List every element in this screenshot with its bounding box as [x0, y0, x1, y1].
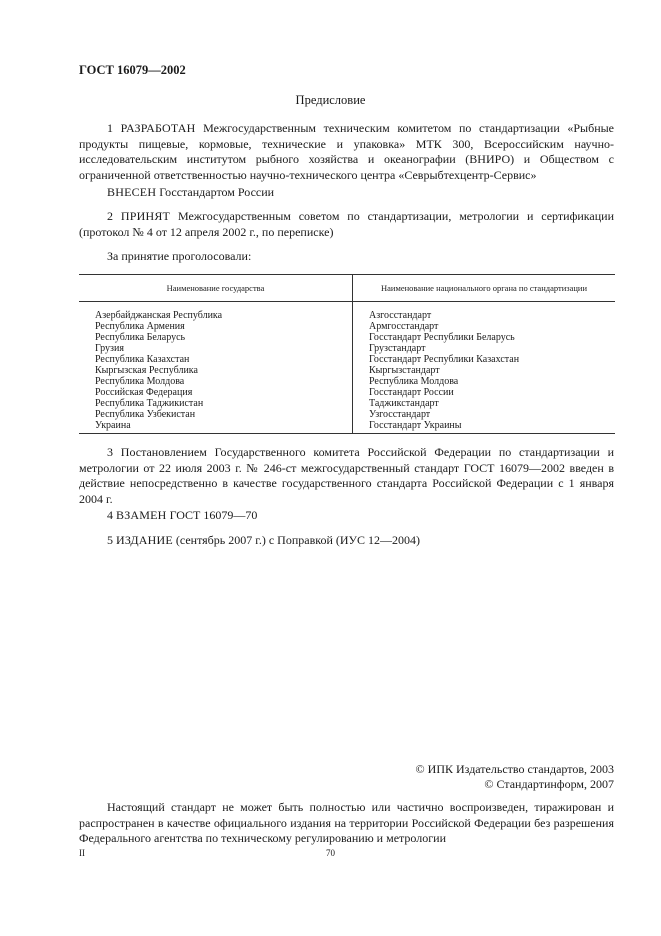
standards-body: Госстандарт России: [369, 387, 454, 398]
copyright-standartinform: © Стандартинформ, 2007: [484, 777, 614, 791]
header-standards-body: Наименование национального органа по стандартизации: [353, 275, 616, 302]
states-column: [79, 302, 353, 434]
standards-body: Госстандарт Республики Казахстан: [369, 354, 520, 365]
state-name: Азербайджанская Республика: [95, 310, 223, 321]
state-name: Республика Узбекистан: [95, 409, 196, 420]
paragraph-4-text: ГОСТ 16079—70: [169, 508, 258, 522]
state-name: Грузия: [95, 343, 124, 354]
voting-table: [79, 274, 615, 434]
paragraph-2: [79, 209, 614, 240]
header-state: Наименование государства: [79, 275, 353, 302]
roman-page-number: II: [79, 848, 85, 858]
paragraph-3-text: Постановлением Государственного комитета Российской Федерации по стандартизации и метрологии от 22 июля 2003 г. № 246-ст межгосударственный стандарт ГОСТ 16079—2002 введен в действие непосредственно в качестве государственного стандарта Российской Федерации с 1 января 2004 г.: [79, 445, 615, 506]
paragraph-5: [79, 533, 614, 549]
standards-body: Таджикстандарт: [369, 398, 439, 409]
paragraph-4: [79, 508, 614, 524]
standards-body: Госстандарт Республики Беларусь: [369, 332, 515, 343]
bodies-column: [353, 302, 616, 434]
state-name: Республика Молдова: [95, 376, 185, 387]
paragraph-3: [79, 445, 614, 507]
standards-body: Грузстандарт: [369, 343, 426, 354]
state-name: Российская Федерация: [95, 387, 193, 398]
paragraph-4-keyword: ВЗАМЕН: [116, 508, 167, 522]
paragraph-2-keyword: ПРИНЯТ: [120, 209, 171, 223]
introduced-paragraph: [79, 185, 614, 201]
page-number: 70: [326, 848, 335, 858]
standards-body: Азгосстандарт: [369, 310, 432, 321]
paragraph-2-text: Межгосударственным советом по стандартизации, метрологии и сертификации (протокол № 4 от 12 апреля 2002 г., по переписке): [79, 209, 614, 239]
standards-body: Госстандарт Украины: [369, 420, 462, 431]
paragraph-5-text: (сентябрь 2007 г.) с Поправкой (ИУС 12—2004): [175, 533, 421, 547]
copyright-publisher: © ИПК Издательство стандартов, 2003: [415, 762, 614, 776]
paragraph-1: [79, 121, 614, 183]
state-name: Республика Казахстан: [95, 354, 190, 365]
paragraph-1-text: Межгосударственным техническим комитетом по стандартизации «Рыбные продукты пищевые, кормовые, технические и упаковка» МТК 300, Всероссийским научно-исследовательским институтом рыбного хозяйства и океанографии (ВНИРО) и Обществом с ограниченной ответственностью научно-технического центра «Севрыбтехцентр-Сервис»: [79, 121, 615, 182]
introduced-text: Госстандартом России: [159, 185, 275, 199]
paragraph-1-number: 1: [107, 121, 113, 135]
standards-body: Узгосстандарт: [369, 409, 431, 420]
standards-body: Кыргызстандарт: [369, 365, 440, 376]
standards-body: Армгосстандарт: [369, 321, 439, 332]
state-name: Республика Беларусь: [95, 332, 186, 343]
reproduction-notice: Настоящий стандарт не может быть полностью или частично воспроизведен, тиражирован и распространен в качестве официального издания на территории Российской Федерации без разрешения Федерального агентства по техническому регулированию и метрологии: [79, 800, 614, 845]
page-title: Предисловие: [295, 93, 366, 107]
paragraph-5-keyword: ИЗДАНИЕ: [116, 533, 173, 547]
state-name: Республика Таджикистан: [95, 398, 204, 409]
paragraph-1-keyword: РАЗРАБОТАН: [120, 121, 196, 135]
paragraph-3-number: 3: [107, 445, 113, 459]
voted-caption: За принятие проголосовали:: [107, 249, 252, 263]
paragraph-2-number: 2: [107, 209, 113, 223]
document-code: ГОСТ 16079—2002: [79, 63, 186, 77]
state-name: Украина: [95, 420, 131, 431]
paragraph-4-number: 4: [107, 508, 113, 522]
state-name: Кыргызская Республика: [95, 365, 198, 376]
standards-body: Республика Молдова: [369, 376, 459, 387]
state-name: Республика Армения: [95, 321, 185, 332]
introduced-keyword: ВНЕСЕН: [107, 185, 157, 199]
paragraph-5-number: 5: [107, 533, 113, 547]
